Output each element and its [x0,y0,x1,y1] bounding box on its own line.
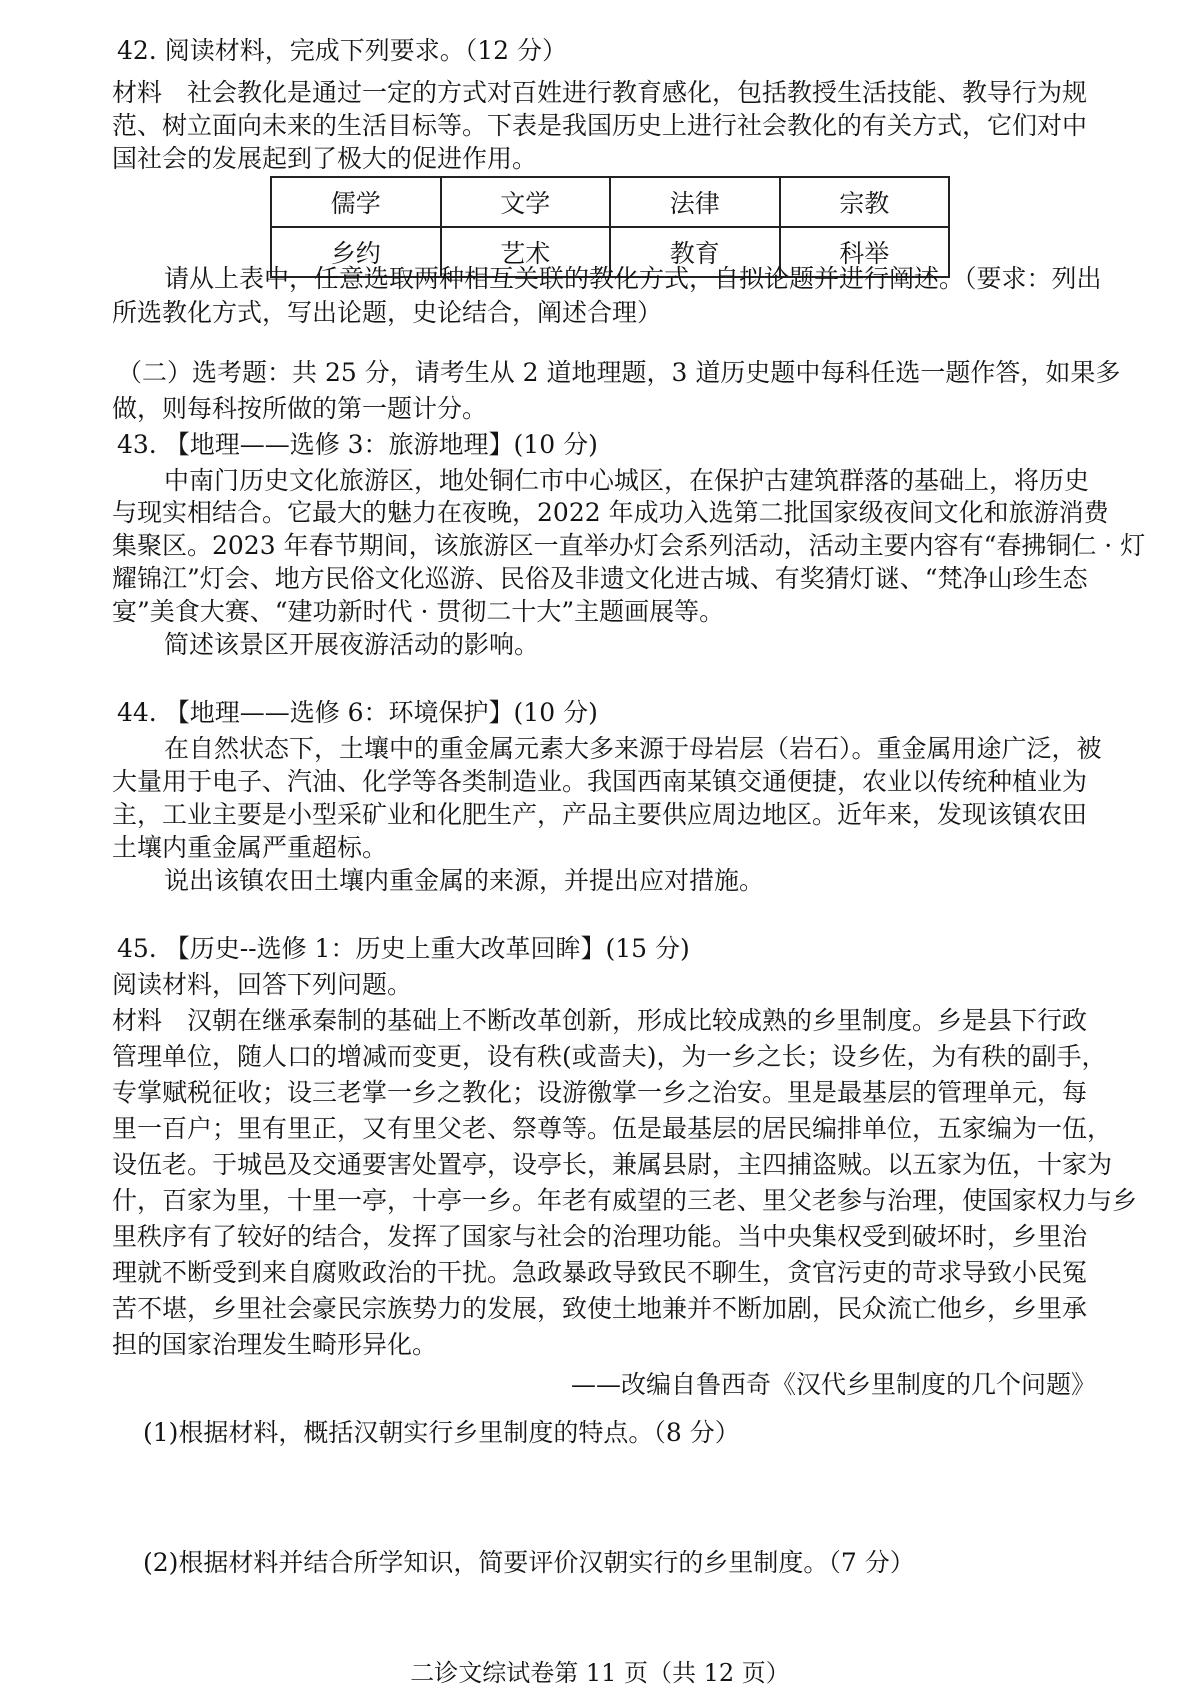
q43-body-line: 耀锦江”灯会、地方民俗文化巡游、民俗及非遗文化进古城、有奖猜灯谜、“梵净山珍生态 [112,564,1088,593]
q45-material-line: 里一百户；里有里正，又有里父老、祭尊等。伍是最基层的居民编排单位，五家编为一伍， [112,1114,1113,1143]
q45-source: ——改编自鲁西奇《汉代乡里制度的几个问题》 [570,1370,1096,1399]
table-cell: 法律 [610,177,780,227]
q43-body-line: 集聚区。2023 年春节期间，该旅游区一直举办灯会系列活动，活动主要内容有“春拂铜仁 · 灯 [112,531,1146,560]
q45-subquestion-1: (1)根据材料，概括汉朝实行乡里制度的特点。（8 分） [143,1418,740,1447]
table-row [271,177,949,227]
q44-question: 说出该镇农田土壤内重金属的来源，并提出应对措施。 [164,866,765,895]
q43-body-line: 中南门历史文化旅游区，地处铜仁市中心城区，在保护古建筑群落的基础上，将历史 [164,466,1090,495]
q42-material-line: 材料 社会教化是通过一定的方式对百姓进行教育感化，包括教授生活技能、教导行为规 [112,78,1088,107]
q42-material-line: 范、树立面向未来的生活目标等。下表是我国历史上进行社会教化的有关方式，它们对中 [112,111,1088,140]
table-cell: 宗教 [780,177,950,227]
table-cell: 儒学 [271,177,441,227]
q45-material-line: 担的国家治理发生畸形异化。 [112,1330,438,1359]
q45-material-line: 苦不堪，乡里社会豪民宗族势力的发展，致使土地兼并不断加剧，民众流亡他乡，乡里承 [112,1294,1088,1323]
q43-header: 43. 【地理——选修 3：旅游地理】(10 分) [117,430,598,459]
q42-prompt-line: 请从上表中，任意选取两种相互关联的教化方式，自拟论题并进行阐述。（要求：列出 [164,264,1102,293]
page-footer: 二诊文综试卷第 11 页（共 12 页） [410,1659,790,1687]
table-cell: 教育 [610,227,780,277]
q43-body-line: 与现实相结合。它最大的魅力在夜晚，2022 年成功入选第二批国家级夜间文化和旅游消费 [112,498,1109,527]
q45-material-line: 材料 汉朝在继承秦制的基础上不断改革创新，形成比较成熟的乡里制度。乡是县下行政 [112,1006,1088,1035]
elective-intro-line: 做，则每科按所做的第一题计分。 [112,394,488,423]
q42-header: 42. 阅读材料，完成下列要求。（12 分） [117,36,567,65]
elective-intro-line: （二）选考题：共 25 分，请考生从 2 道地理题，3 道历史题中每科任选一题作答，如果多 [117,358,1121,387]
q45-material-line: 设伍老。于城邑及交通要害处置亭，设亭长，兼属县尉，主四捕盗贼。以五家为伍，十家为 [112,1150,1113,1179]
q45-material-line: 管理单位，随人口的增减而变更，设有秩(或啬夫)，为一乡之长；设乡佐，为有秩的副手， [112,1042,1107,1071]
q44-body-line: 大量用于电子、汽油、化学等各类制造业。我国西南某镇交通便捷，农业以传统种植业为 [112,767,1088,796]
q43-question: 简述该景区开展夜游活动的影响。 [164,630,540,659]
q44-header: 44. 【地理——选修 6：环境保护】(10 分) [117,698,598,727]
q45-material-line: 理就不断受到来自腐败政治的干扰。急政暴政导致民不聊生，贪官污吏的苛求导致小民冤 [112,1258,1088,1287]
q42-prompt-line: 所选教化方式，写出论题，史论结合，阐述合理） [112,298,663,327]
q45-material-line: 专掌赋税征收；设三老掌一乡之教化；设游徼掌一乡之治安。里是最基层的管理单元，每 [112,1078,1088,1107]
table-cell: 科举 [780,227,950,277]
q45-material-line: 什，百家为里，十里一亭，十亭一乡。年老有威望的三老、里父老参与治理，使国家权力与乡 [112,1186,1138,1215]
q45-header: 45. 【历史--选修 1：历史上重大改革回眸】(15 分) [117,934,690,963]
q42-material-line: 国社会的发展起到了极大的促进作用。 [112,144,538,173]
teaching-methods-table [270,176,950,278]
q44-body-line: 土壤内重金属严重超标。 [112,833,388,862]
q43-body-line: 宴”美食大赛、“建功新时代 · 贯彻二十大”主题画展等。 [112,597,725,626]
q44-body-line: 在自然状态下，土壤中的重金属元素大多来源于母岩层（岩石）。重金属用途广泛，被 [164,734,1102,763]
table-cell: 文学 [441,177,611,227]
q45-instruction: 阅读材料，回答下列问题。 [112,970,413,999]
table-cell: 乡约 [271,227,441,277]
q44-body-line: 主，工业主要是小型采矿业和化肥生产，产品主要供应周边地区。近年来，发现该镇农田 [112,800,1088,829]
q45-material-line: 里秩序有了较好的结合，发挥了国家与社会的治理功能。当中央集权受到破坏时，乡里治 [112,1222,1088,1251]
table-cell: 艺术 [441,227,611,277]
q45-subquestion-2: (2)根据材料并结合所学知识，简要评价汉朝实行的乡里制度。（7 分） [143,1548,915,1577]
